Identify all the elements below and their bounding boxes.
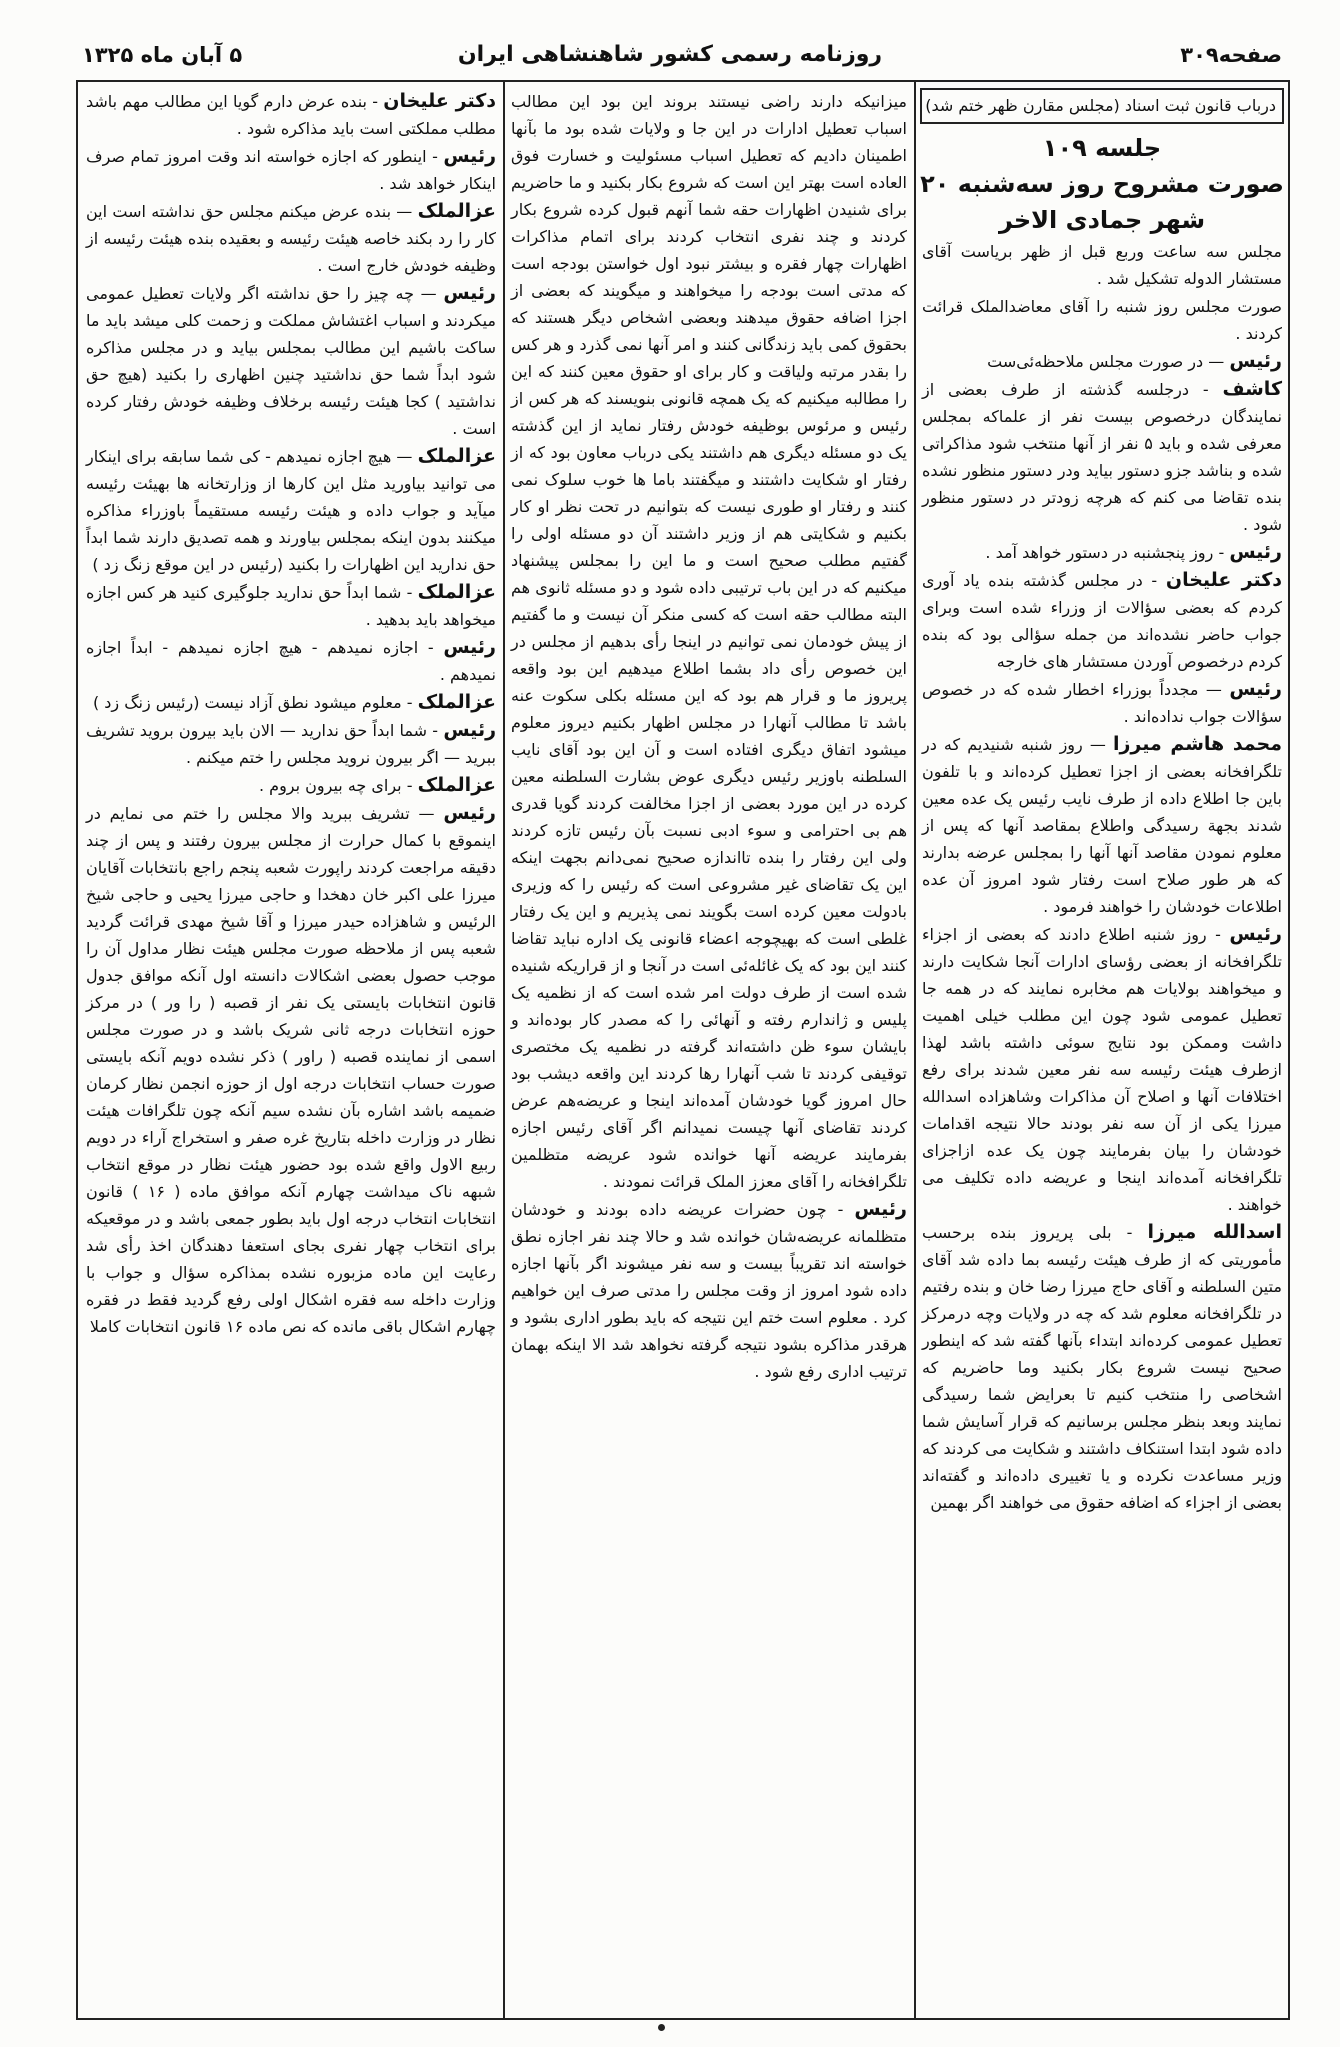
paragraph: [509, 88, 909, 1195]
speaker-name: دکتر علیخان: [1165, 569, 1282, 591]
paragraph: [509, 1196, 909, 1385]
paragraph: [920, 676, 1284, 730]
paragraph: [84, 280, 498, 442]
paragraph-text: — هیچ اجازه نمیدهم - کی شما سابقه برای اینکار می توانید بیاورید مثل این کارها از وزارتخانه ها بهیئت رئیسه میآید و جواب داده و هیئت رئیسه مستقیماً باوزراء مذاکره میکنند بدون اینکه بمجلس بیاورند و همه تصدیق دارند شما ابداً حق ندارید این اظهارات را بکنید (رئیس در این موقع زنگ زد ): [86, 447, 496, 574]
paragraph-text: میزانیکه دارند راضی نیستند بروند این بود این مطالب اسباب تعطیل ادارات در این جا و ولایات شده بود ما بآنها اطمینان دادیم که تعطیل اسباب مسئولیت و خسارت فوق العاده است بهتر این است که شروع بکار بکنید و ما حاضریم برای شنیدن اظهارات حقه شما آنهم قبول کرده شروع بکار کردند و چند نفری انتخاب کردند برای اتمام مذاکرات اظهارات چهار فقره و بیشتر نبود اول خواستن بودجه است که مدتی است بودجه را میخواهند و میگویند که بعضی از اجزا اضافه حقوق میدهند وبعضی اشخاص دیگر هستند که بحقوق کمی باید زندگانی کنند و امر آنها نمی گذرد و هر کس را بقدر مرتبه ولیاقت و کار برای او حقوق معین کنند که این را مطالبه میکنیم که یک همچه قانونی بنویسند که هر کس از رئیس و مرئوس بوظیفه خودش رفتار نماید از این گذشته یک دو مسئله دیگری هم داشتند یکی درباب معاون بود که از رفتار او شکایت داشتند و میگفتند باما ها خوب سلوک نمی کنند و رفتار او طوری نیست که بتوانیم در تحت نظر او کار بکنیم و شکایتی هم از وزیر داشتند آن دو مسئله اولی را گفتیم مطلب صحیح است و ما این را بمجلس پیشنهاد میکنیم که در این باب ترتیبی داده شود و دو مسئله ثانوی هم البته مطالب حقه است که کسی منکر آن نیست و ما گفتیم از پیش خودمان نمی توانیم در اینجا رأی بدهیم از مجلس در این خصوص رأی داد بشما اطلاع میدهیم این بود واقعه پریروز ما و قرار هم بود که این مسئله بکلی سکوت عنه باشد تا مطالب آنهارا در مجلس اظهار بکنیم دیروز معلوم میشود اتفاق دیگری افتاده است و آن این بود آقای نایب السلطنه باوزیر رئیس دیگری عوض بشارت السلطنه معین کرده در این مورد بعضی از اجزا مخالفت کردند گویا قدری هم بی احترامی و سوء ادبی نسبت بآن رئیس تازه کردند ولی این رفتار را بنده تااندازه صحیح نمی‌دانم بجهت اینکه این یک تقاضای غیر مشروعی است که رئیس را که وزیری بادولت معین کرده است بگویند نمی پذیریم و این یک رفتار غلطی است که بهیچوجه اعضاء قانونی یک اداره نباید تقاضا کنند این بود که یک غائله‌ئی است در آنجا و از قراریکه شنیده شده است از طرف دولت امر شده است که از نظمیه یک پلیس و ژاندارم رفته و آنهائی را که مصدر کار بوده‌اند و بایشان سوء ظن داشته‌اند گرفته در نظمیه یک مختصری توقیفی کردند تا شب آنهارا رها کردند این واقعه دیشب بود حال امروز گویا خودشان آمده‌اند اینجا و عریضه‌هم عرض کردند تقاضای آنها چیست نمیدانم اگر آقای رئیس اجازه بفرمایند عریضه آنها خوانده شود عریضه متظلمین تلگرافخانه را آقای معزز الملک قرائت نمودند .: [511, 92, 907, 1191]
newspaper-title: روزنامه رسمی کشور شاهنشاهی ایران: [457, 42, 883, 67]
speaker-name: عزالملک: [417, 774, 496, 796]
paragraph: [84, 143, 498, 197]
speaker-name: رئیس: [443, 802, 496, 824]
speaker-name: رئیس: [854, 1198, 907, 1220]
column-divider-right: [914, 80, 916, 2020]
paragraph: [84, 579, 498, 633]
right-column: [920, 88, 1284, 2012]
paragraph-text: - درجلسه گذشته از طرف بعضی از نمایندگان درخصوص بیست نفر از علماکه بمجلس معرفی شده و باید ۵ نفر از آنها منتخب شود مذاکراتی شده و بناشد جزو دستور بیاید ودر دستور منظور نشده بنده تقاضا می کنم که هرچه زودتر در دستور منظور شود .: [922, 380, 1282, 534]
paragraph: [920, 293, 1284, 347]
issue-date: ۵ آبان ماه ۱۳۲۵: [82, 43, 243, 67]
paragraph: [84, 717, 498, 771]
session-number: جلسه ۱۰۹: [1042, 134, 1162, 162]
paragraph-text: - بنده عرض دارم گویا این مطالب مهم باشد مطلب مملکتی است باید مذاکره شود .: [86, 92, 496, 138]
speaker-name: اسدالله میرزا: [1147, 1221, 1282, 1243]
paragraph-text: - معلوم میشود نطق آزاد نیست (رئیس زنگ زد ): [92, 693, 413, 712]
speaker-name: رئیس: [443, 145, 497, 167]
section-box-title: درباب قانون ثبت اسناد (مجلس مقارن ظهر ختم شد): [920, 88, 1284, 124]
paragraph-text: — تشریف ببرید والا مجلس را ختم می نمایم در اینموقع با کمال حرارت از مجلس بیرون رفتند و پس از چند دقیقه مراجعت کردند راپورت شعبه پنجم راجع بانتخابات آقایان میرزا علی اکبر خان دهخدا و حاجی میرزا یحیی و حاجی شیخ الرئیس و شاهزاده حیدر میرزا و آقا شیخ مهدی قرائت گردید شعبه پس از ملاحظه صورت مجلس هیئت نظار مداول آن را موجب حصول بعضی اشکالات دانسته اول آنکه موافق جدول قانون انتخابات بایستی یک نفر از قصبه ( را ور ) در مرکز حوزه انتخابات درجه ثانی شریک باشد و در صورت مجلس اسمی از نماینده قصبه ( راور ) ذکر نشده دویم آنکه بایستی صورت حساب انتخابات درجه اول از حوزه انجمن نظار کرمان ضمیمه باشد اشاره بآن نشده سیم آنکه چون تلگرافات هیئت نظار در وزارت داخله بتاریخ غره صفر و استخراج آراء در دویم ربیع الاول واقع شده بود حضور هیئت نظار در موقع انتخاب شبهه ناک میداشت چهارم آنکه موافق ماده ( ۱۶ ) قانون انتخابات انتخاب درجه اول باید بطور جمعی باشد و در موقعیکه برای انتخاب چهار نفری بجای استعفا دهندگان اخذ رأی شد رعایت این ماده مزبوره نشده بمذاکره سؤال و جواب با وزارت داخله سه فقره اشکال اولی رفع گردید فقط در فقره چهارم اشکال باقی مانده که نص ماده ۱۶ قانون انتخابات کاملا: [86, 804, 497, 1336]
paragraph: [84, 689, 498, 716]
column-divider-left: [503, 80, 505, 2020]
paragraph: [84, 800, 498, 1340]
paragraph-text: - برای چه بیرون بروم .: [258, 776, 413, 795]
paragraph-text: — در صورت مجلس ملاحظه‌ئی‌ست: [987, 352, 1225, 371]
paragraph: [920, 1219, 1284, 1516]
speaker-name: رئیس: [443, 636, 496, 658]
paragraph: [920, 921, 1284, 1218]
speaker-name: عزالملک: [417, 445, 497, 467]
session-subtitle: صورت مشروح روز سه‌شنبه ۲۰: [920, 170, 1284, 198]
paragraph-text: - شما ابداً حق ندارید جلوگیری کنید هر کس اجازه میخواهد باید بدهید .: [86, 583, 496, 629]
paragraph: [84, 634, 498, 688]
speaker-name: رئیس: [1229, 541, 1282, 563]
left-column: [84, 88, 498, 2012]
paragraph: [920, 238, 1284, 292]
paragraph-text: - شما ابداً حق ندارید — الان باید بیرون بروید تشریف ببرید — اگر بیرون نروید مجلس را ختم میکنم .: [86, 721, 496, 767]
paragraph: [920, 539, 1284, 566]
paragraph-text: - روز پنجشنبه در دستور خواهد آمد .: [985, 543, 1225, 562]
page-number: صفحه۳۰۹: [1180, 43, 1282, 67]
speaker-name: عزالملک: [417, 581, 497, 603]
speaker-name: عزالملک: [417, 691, 496, 713]
paragraph-text: - در مجلس گذشته بنده یاد آوری کردم که بعضی سؤالات از وزراء شده است وبرای جواب حاضر نشده‌اند من جمله سؤالی بود که بنده کردم درخصوص آوردن مستشار های خارجه: [922, 571, 1282, 671]
session-month: شهر جمادی الاخر: [998, 206, 1206, 234]
paragraph-text: - بلی پریروز بنده برحسب مأموریتی که از طرف هیئت رئیسه بما داده شد آقای متین السلطنه و آقای حاج میرزا رضا خان و بنده رفتیم در تلگرافخانه معلوم شد که چه در ولایات وچه درمرکز تعطیل عمومی کرده‌اند ابتداء بآنها گفته شد که اینطور صحیح نیست شروع بکار بکنید وما حاضریم که اشخاصی را منتخب کنیم تا بعرایض شما رسیدگی نمایند وبعد بنظر مجلس برسانیم که قرار آسایش شما داده شود ابتدا استنکاف داشتند و شکایت می کردند که وزیر مساعدت نکرده و یا تغییری داده‌اند و گفته‌اند بعضی از اجزاء که اضافه حقوق می خواهند اگر بهمین: [922, 1223, 1282, 1512]
paragraph-text: — چه چیز را حق نداشته اگر ولایات تعطیل عمومی میکردند و اسباب اغتشاش مملکت و زحمت کلی میشد باید ما ساکت باشیم این مطالب بمجلس بیاید و در مجلس مذاکره شود ابداً شما حق نداشتید چنین اظهاری را بکنید (هیچ حق نداشتید ) کجا هیئت رئیسه برخلاف وظیفه خودش رفتار کرده است .: [86, 284, 496, 438]
paragraph-text: - روز شنبه اطلاع دادند که بعضی از اجزاء تلگرافخانه از بعضی رؤسای ادارات آنجا شکایت دارند و میخواهند بولایات هم مخابره نمایند که در همه جا تعطیل عمومی شود چون این مطلب خیلی اهمیت داشت وممکن بود نتایج سوئی داشته باشد لهذا ازطرف هیئت رئیسه سه نفر معین شدند برای رفع اختلافات آنها و اصلاح آن مذاکرات وشاهزاده اسدالله میرزا یکی از آن سه نفر بودند حالا نتیجه اقدامات خودشان را بیان بفرمایند چون یک عده ازاجزای تلگرافخانه آمده‌اند اینجا و عریضه داده تکلیف می خواهند .: [922, 925, 1282, 1214]
paragraph: [84, 88, 498, 142]
paragraph: [920, 348, 1284, 375]
speaker-name: رئیس: [1229, 678, 1282, 700]
paragraph-text: مجلس سه ساعت وربع قبل از ظهر بریاست آقای مستشار الدوله تشکیل شد .: [922, 242, 1282, 288]
paragraph: [84, 198, 498, 279]
speaker-name: کاشف: [1222, 378, 1282, 400]
paragraph: [920, 567, 1284, 675]
paragraph: [920, 376, 1284, 538]
speaker-name: رئیس: [443, 719, 497, 741]
paragraph-text: - چون حضرات عریضه داده بودند و خودشان متظلمانه عریضه‌شان خوانده شد و حالا چند نفر اجازه نطق خواسته اند تقریباً بیست و سه نفر میشوند اگر بآنها اجازه داده شود امروز از وقت مجلس را مدتی صرف این خواهیم کرد . معلوم است ختم این نتیجه که باید بطور اداری بشود و هرقدر مذاکره بشود نتیجه گرفته نخواهد شد الا اینکه بهمان ترتیب اداری رفع شود .: [511, 1200, 907, 1381]
paragraph: [84, 443, 498, 578]
paragraph-text: - اجازه نمیدهم - هیچ اجازه نمیدهم - ابداً اجازه نمیدهم .: [86, 638, 496, 684]
bottom-ornament-dot: [658, 2024, 665, 2031]
middle-column: [509, 88, 909, 2012]
speaker-name: عزالملک: [417, 200, 496, 222]
paragraph: [920, 731, 1284, 920]
speaker-name: محمد هاشم میرزا: [1112, 733, 1283, 755]
speaker-name: رئیس: [1229, 350, 1282, 372]
paragraph-text: صورت مجلس روز شنبه را آقای معاضدالملک قرائت کردند .: [922, 297, 1282, 343]
paragraph: [84, 772, 498, 799]
speaker-name: رئیس: [443, 282, 496, 304]
paragraph-text: — روز شنبه شنیدیم که در تلگرافخانه بعضی از اجزا تعطیل کرده‌اند و با تلفون باین جا اطلاع داده از طرف نایب رئیس یک عده معین شدند بجهة رسیدگی واطلاع بمقاصد آنها که پس از معلوم نمودن مقاصد آنها آنها را بمجلس عرضه بدارند که هر طور صلاح است رفتار شود امروز آن عده اطلاعات خودشان را خواهند فرمود .: [922, 735, 1282, 916]
speaker-name: دکتر علیخان: [383, 90, 496, 112]
paragraph-text: — بنده عرض میکنم مجلس حق نداشته است این کار را رد بکند خاصه هیئت رئیسه و بعقیده بنده هیئت رئیسه از وظیفه خودش خارج است .: [86, 202, 496, 275]
paragraph-text: - اینطور که اجازه خواسته اند وقت امروز تمام صرف اینکار خواهد شد .: [86, 147, 496, 193]
speaker-name: رئیس: [1229, 923, 1282, 945]
paragraph-text: — مجدداً بوزراء اخطار شده که در خصوص سؤالات جواب نداده‌اند .: [922, 680, 1282, 726]
